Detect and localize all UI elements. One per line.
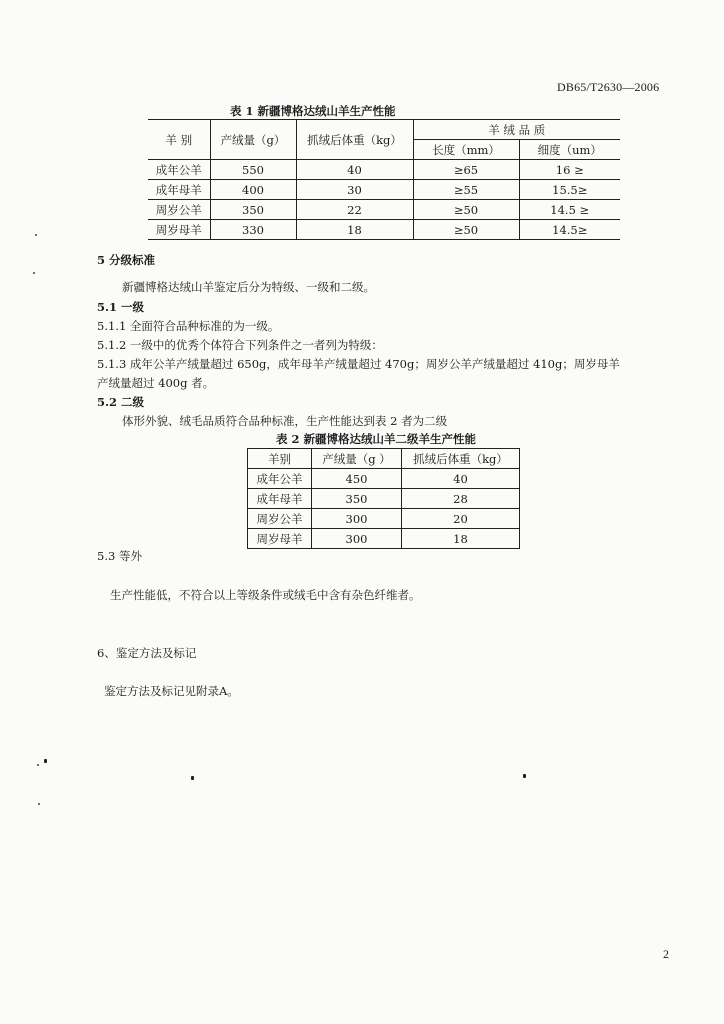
table2-cell-weight: 20 [402, 509, 520, 529]
section6-title: 6、鉴定方法及标记 [97, 646, 197, 660]
table2-cell-category: 周岁公羊 [248, 509, 312, 529]
table1-cell-weight: 30 [296, 180, 413, 200]
table1-cell-yield: 550 [210, 160, 296, 180]
table2 [247, 448, 520, 549]
table2-cell-weight: 40 [402, 469, 520, 489]
section5-2-heading: 5.2 二级 [97, 395, 145, 409]
scan-speck [38, 803, 40, 805]
table2-cell-category: 成年母羊 [248, 489, 312, 509]
table1-header-weight: 抓绒后体重（kg） [296, 120, 413, 160]
scan-speck [37, 764, 39, 766]
table1-cell-fineness: 14.5 ≥ [519, 200, 620, 220]
table-row [248, 489, 520, 509]
table-row [248, 469, 520, 489]
table1-cell-weight: 40 [296, 160, 413, 180]
scan-speck [191, 776, 194, 780]
table1-cell-category: 成年公羊 [148, 160, 210, 180]
table1-caption: 表 1 新疆博格达绒山羊生产性能 [230, 104, 396, 118]
table-row [148, 200, 620, 220]
table2-cell-yield: 450 [312, 469, 402, 489]
table1-header-length: 长度（mm） [413, 140, 519, 160]
table1-header-yield: 产绒量（g） [210, 120, 296, 160]
section5-1-3-line1: 5.1.3 成年公羊产绒量超过 650g，成年母羊产绒量超过 470g；周岁公羊产绒量超过 410g；周岁母羊 [97, 357, 620, 371]
table1-cell-fineness: 16 ≥ [519, 160, 620, 180]
table1-cell-yield: 400 [210, 180, 296, 200]
scan-speck [523, 774, 526, 778]
table-row [148, 180, 620, 200]
section5-1-heading: 5.1 一级 [97, 300, 145, 314]
page-number: 2 [663, 947, 670, 961]
table2-header-yield: 产绒量（g ） [312, 449, 402, 469]
table-row [248, 509, 520, 529]
table1-header-category: 羊 别 [148, 120, 210, 160]
table1-cell-category: 成年母羊 [148, 180, 210, 200]
table2-header-weight: 抓绒后体重（kg） [402, 449, 520, 469]
table2-cell-weight: 18 [402, 529, 520, 549]
section5-intro: 新疆博格达绒山羊鉴定后分为特级、一级和二级。 [122, 280, 375, 294]
section5-1-3-line2: 产绒量超过 400g 者。 [97, 376, 215, 390]
table1 [148, 119, 620, 240]
section5-3-text: 生产性能低，不符合以上等级条件或绒毛中含有杂色纤维者。 [110, 588, 421, 602]
table1-cell-yield: 330 [210, 220, 296, 240]
section5-2-text: 体形外貌、绒毛品质符合品种标准，生产性能达到表 2 者为二级 [122, 414, 448, 428]
table1-cell-length: ≥50 [413, 200, 519, 220]
table2-cell-category: 成年公羊 [248, 469, 312, 489]
table2-cell-category: 周岁母羊 [248, 529, 312, 549]
table1-cell-fineness: 14.5≥ [519, 220, 620, 240]
table2-header-category: 羊别 [248, 449, 312, 469]
table1-cell-length: ≥65 [413, 160, 519, 180]
table1-cell-weight: 22 [296, 200, 413, 220]
table1-header-fineness: 细度（um） [519, 140, 620, 160]
table2-caption: 表 2 新疆博格达绒山羊二级羊生产性能 [276, 432, 477, 446]
table2-cell-yield: 350 [312, 489, 402, 509]
document-number: DB65/T2630—2006 [557, 80, 660, 94]
table1-cell-length: ≥55 [413, 180, 519, 200]
table2-cell-weight: 28 [402, 489, 520, 509]
scan-speck [33, 272, 35, 274]
table-row [248, 529, 520, 549]
section5-1-1-text: 5.1.1 全面符合品种标准的为一级。 [97, 319, 280, 333]
scan-speck [35, 234, 37, 236]
section5-3-heading: 5.3 等外 [97, 549, 142, 563]
table1-cell-yield: 350 [210, 200, 296, 220]
table1-cell-category: 周岁公羊 [148, 200, 210, 220]
table-row [148, 160, 620, 180]
table2-cell-yield: 300 [312, 509, 402, 529]
table1-cell-weight: 18 [296, 220, 413, 240]
section6-text: 鉴定方法及标记见附录A。 [104, 684, 239, 698]
section5-1-2-text: 5.1.2 一级中的优秀个体符合下列条件之一者列为特级： [97, 338, 383, 352]
table1-cell-length: ≥50 [413, 220, 519, 240]
table1-header-quality: 羊 绒 品 质 [413, 120, 620, 140]
section5-title: 5 分级标准 [97, 253, 156, 267]
table2-cell-yield: 300 [312, 529, 402, 549]
table-row [148, 220, 620, 240]
table1-cell-fineness: 15.5≥ [519, 180, 620, 200]
scan-speck [44, 759, 47, 763]
table1-cell-category: 周岁母羊 [148, 220, 210, 240]
